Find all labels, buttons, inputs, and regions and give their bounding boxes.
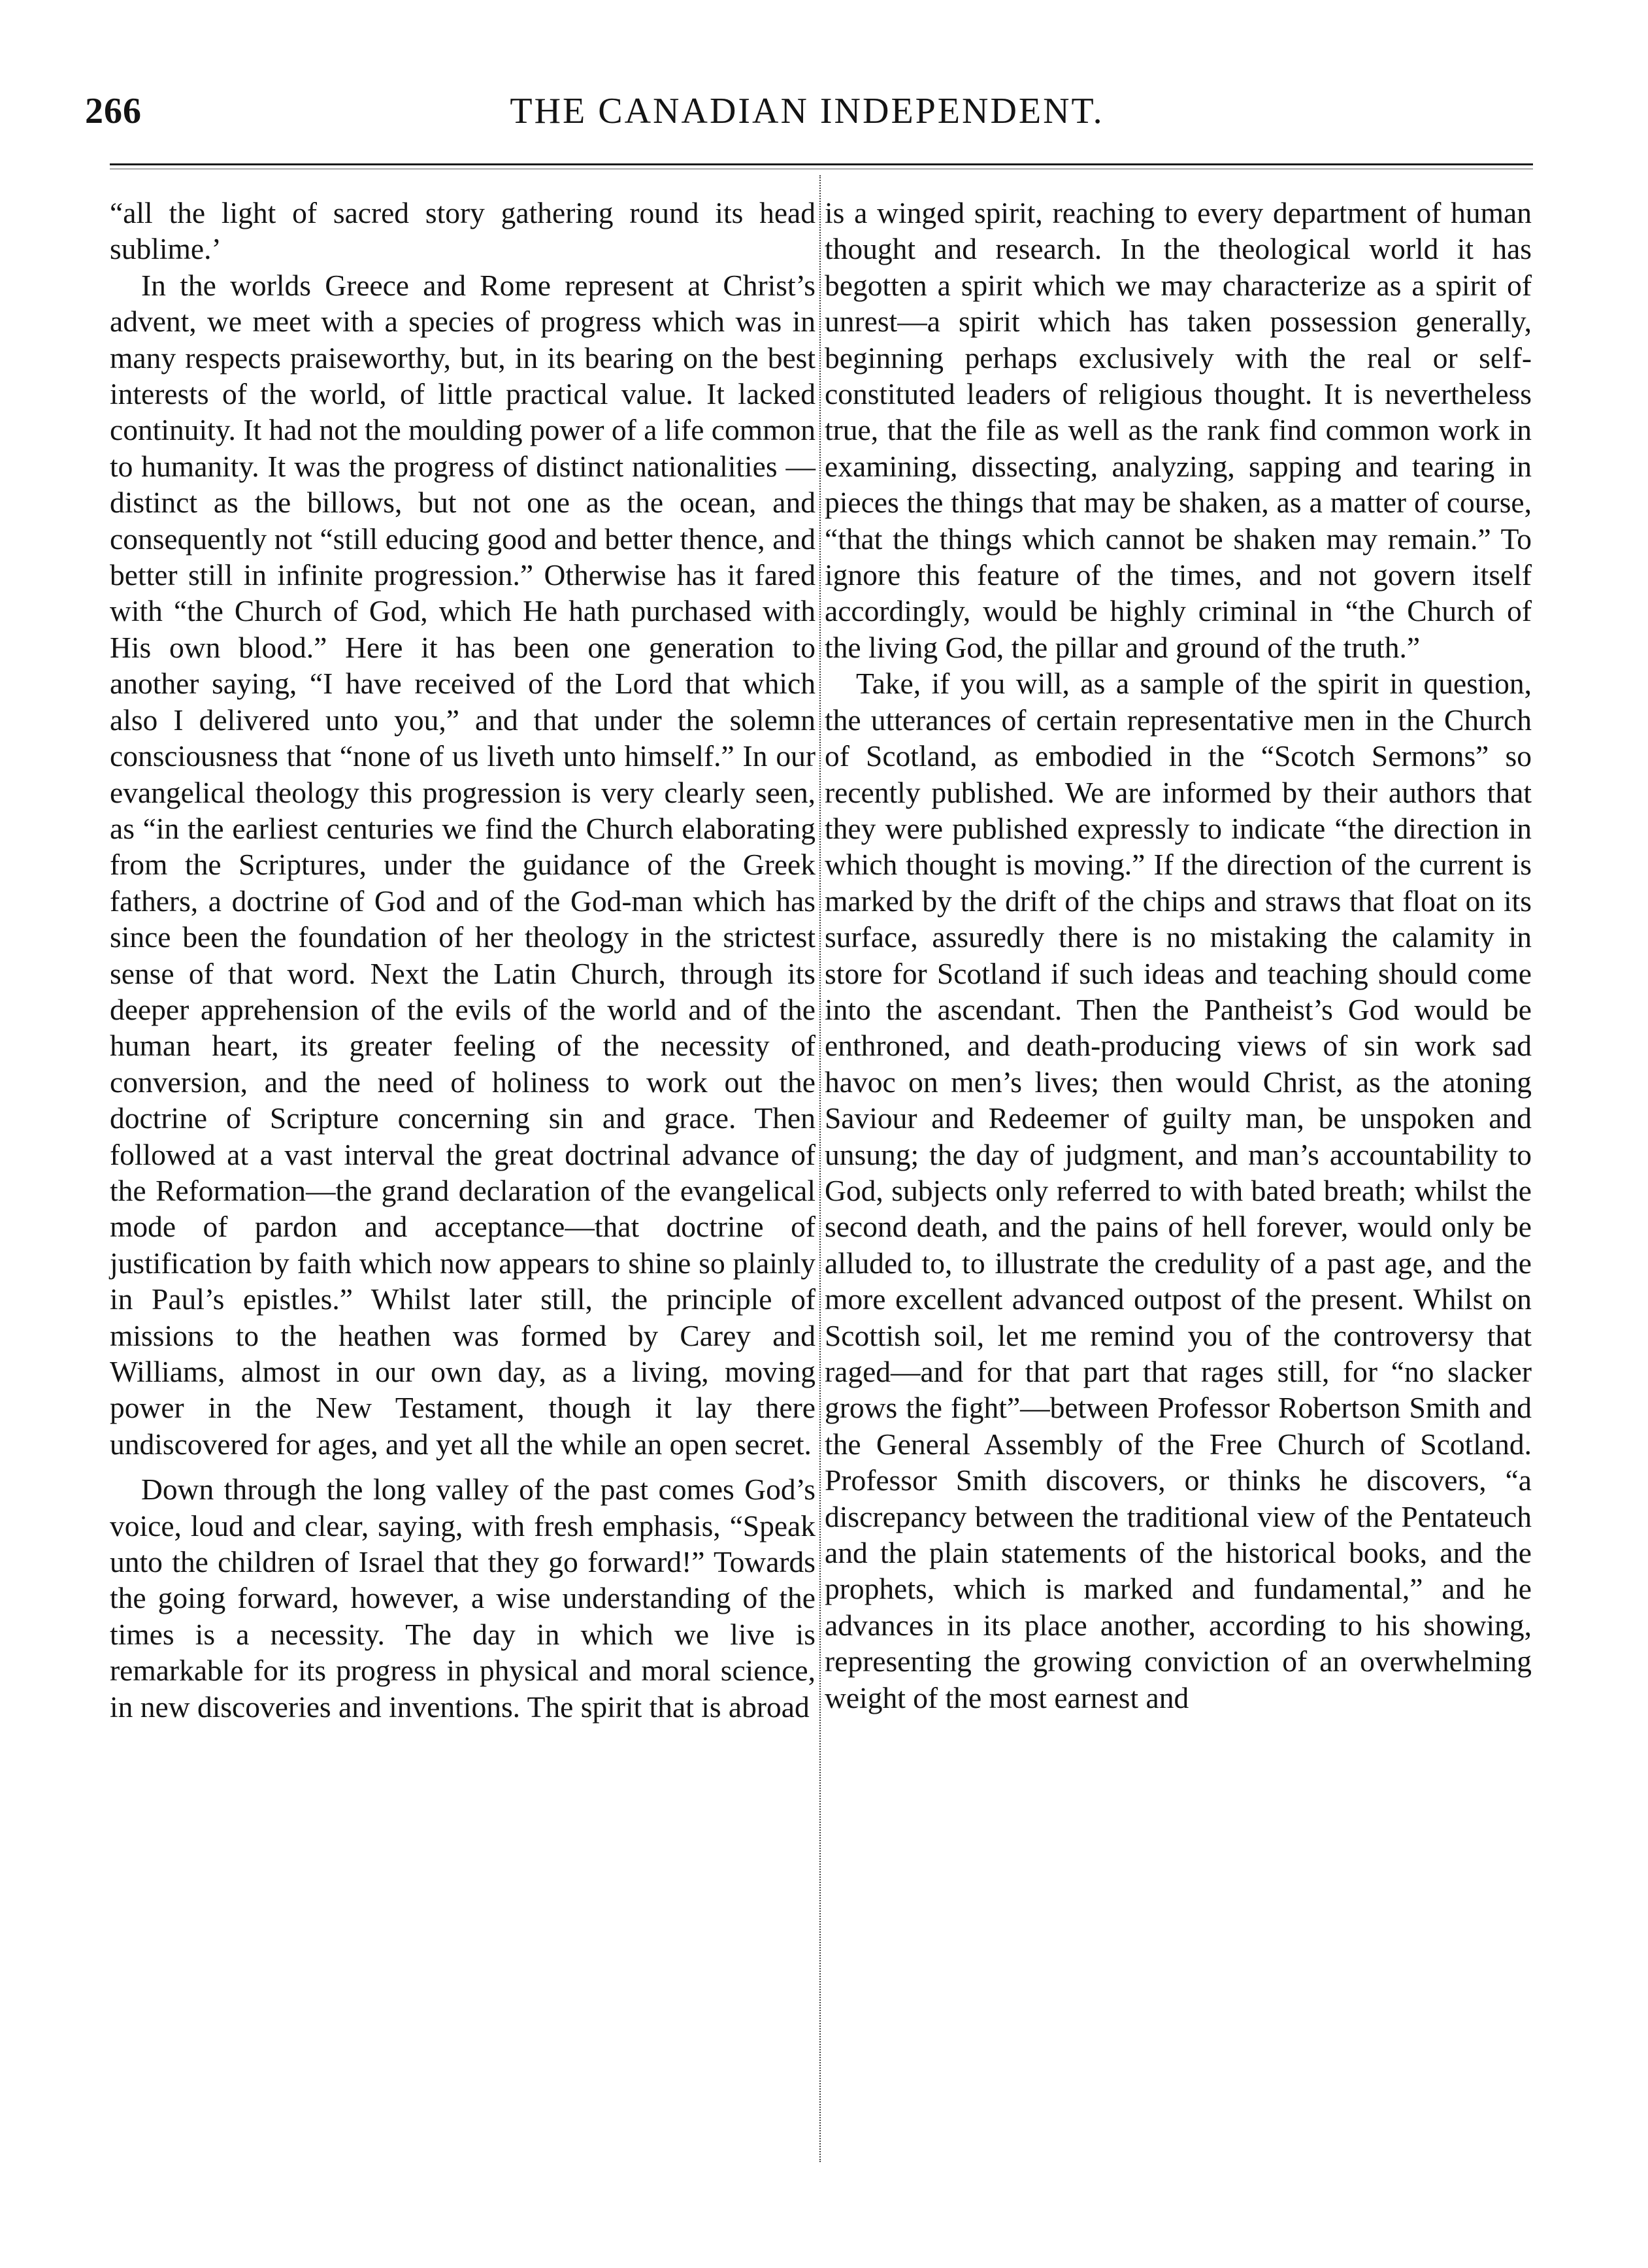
header-rule (110, 163, 1533, 165)
page-header (85, 90, 1529, 142)
paragraph: Down through the long valley of the past comes God’s voice, loud and clear, saying, with fresh emphasis, “Speak unto the children of Israel that they go forward!” Towards the going forward, however, a wise understanding of the times is a necessity. The day in which we live is remarkable for its progress in physical and moral science, in new discoveries and inventions. The spirit that is abroad (110, 1473, 816, 1724)
paragraph: “all the light of sacred story gathering round its head sublime.’ (110, 196, 816, 266)
column-divider (819, 175, 821, 2162)
page-number: 266 (85, 91, 142, 131)
right-column (825, 195, 1532, 2182)
left-column (110, 195, 816, 2182)
running-head: THE CANADIAN INDEPENDENT. (510, 91, 1104, 131)
paragraph: Take, if you will, as a sample of the spirit in question, the utterances of certain representative men in the Church of Scotland, as embodied in the “Scotch Sermons” so recently published. We are informed by their authors that they were published expressly to indicate “the direction in which thought is moving.” If the direction of the current is marked by the drift of the chips and straws that float on its surface, assuredly there is no mistaking the calamity in store for Scotland if such ideas and teaching should come into the ascendant. Then the Pantheist’s God would be enthroned, and death-producing views of sin work sad havoc on men’s lives; then would Christ, as the atoning Saviour and Redeemer of guilty man, be unspoken and unsung; the day of judgment, and man’s accountability to God, subjects only referred to with bated breath; whilst the second death, and the pains of hell forever, would only be alluded to, to illustrate the credulity of a past age, and the more excellent advanced outpost of the present. Whilst on Scottish soil, let me remind you of the controversy that raged—and for that part that rages still, for “no slacker grows the fight”—between Professor Robertson Smith and the General Assembly of the Free Church of Scotland. Professor Smith discovers, or thinks he discovers, “a discrepancy between the traditional view of the Pentateuch and the plain statements of the historical books, and the prophets, which is marked and fundamental,” and he advances in its place another, according to his showing, representing the growing conviction of an overwhelming weight of the most earnest and (825, 667, 1532, 1714)
paragraph: is a winged spirit, reaching to every department of human thought and research. In the theological world it has begotten a spirit which we may characterize as a spirit of unrest—a spirit which has taken possession generally, beginning perhaps exclusively with the real or self-constituted leaders of religious thought. It is nevertheless true, that the file as well as the rank find common work in examining, dissecting, analyzing, sapping and tearing in pieces the things that may be shaken, as a matter of course, “that the things which cannot be shaken may remain.” To ignore this feature of the times, and not govern itself accordingly, would be highly criminal in “the Church of the living God, the pillar and ground of the truth.” (825, 196, 1532, 664)
paragraph: In the worlds Greece and Rome represent at Christ’s advent, we meet with a species of progress which was in many respects praiseworthy, but, in its bearing on the best interests of the world, of little practical value. It lacked continuity. It had not the moulding power of a life common to humanity. It was the progress of distinct nationalities —distinct as the billows, but not one as the ocean, and consequently not “still educing good and better thence, and better still in infinite progression.” Otherwise has it fared with “the Church of God, which He hath purchased with His own blood.” Here it has been one generation to another saying, “I have received of the Lord that which also I delivered unto you,” and that under the solemn consciousness that “none of us liveth unto himself.” In our evangelical theology this progression is very clearly seen, as “in the earliest centuries we find the Church elaborating from the Scriptures, under the guidance of the Greek fathers, a doctrine of God and of the God-man which has since been the foundation of her theology in the strictest sense of that word. Next the Latin Church, through its deeper apprehension of the evils of the world and of the human heart, its greater feeling of the necessity of conversion, and the need of holiness to work out the doctrine of Scripture concerning sin and grace. Then followed at a vast interval the great doctrinal advance of the Reformation—the grand declaration of the evangelical mode of pardon and acceptance—that doctrine of justification by faith which now appears to shine so plainly in Paul’s epistles.” Whilst later still, the principle of missions to the heathen was formed by Carey and Williams, almost in our own day, as a living, moving power in the New Testament, though it lay there undiscovered for ages, and yet all the while an open secret. (110, 268, 816, 1461)
